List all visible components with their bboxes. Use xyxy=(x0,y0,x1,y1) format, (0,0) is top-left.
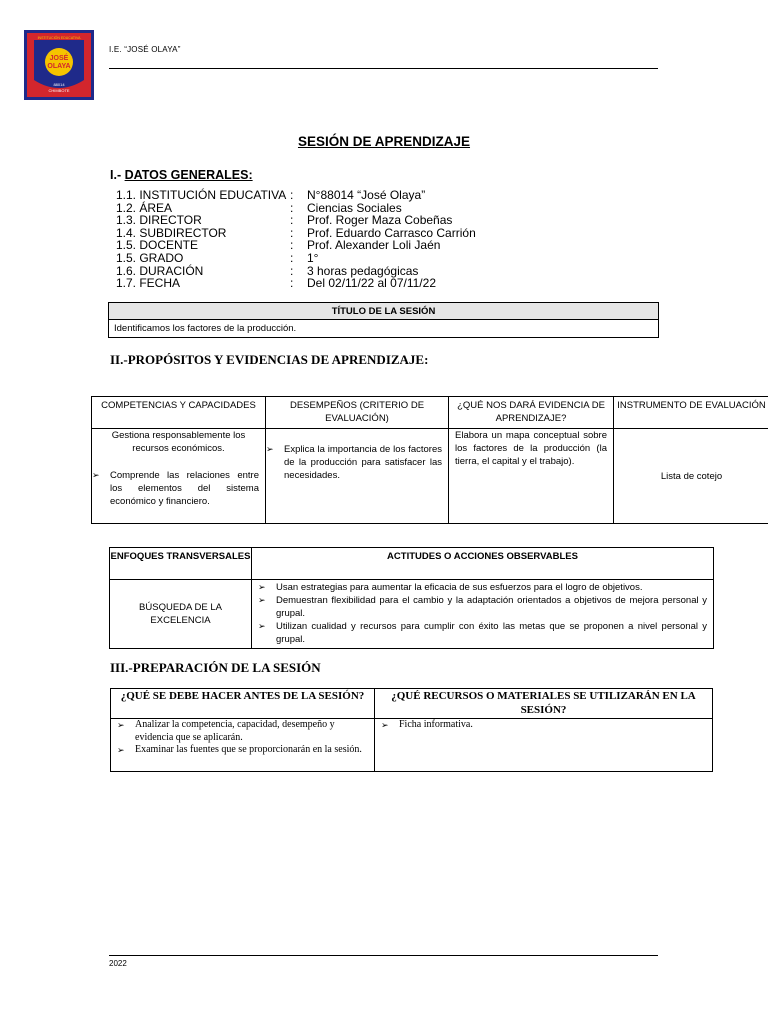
col-header-instrumento: INSTRUMENTO DE EVALUACIÓN xyxy=(614,397,768,429)
list-item: ➢ Analizar la competencia, capacidad, desempeño y evidencia que se aplicarán. xyxy=(117,719,335,743)
col-header-evidencia: ¿QUÉ NOS DARÁ EVIDENCIA DE APRENDIZAJE? xyxy=(449,397,614,429)
footer-year: 2022 xyxy=(109,959,127,968)
list-item: ➢ Ficha informativa. xyxy=(381,719,473,730)
svg-text:JOSÉ: JOSÉ xyxy=(49,55,69,62)
arrow-bullet-icon: ➢ xyxy=(258,582,266,592)
general-data-row: 1.5. GRADO : 1° xyxy=(116,250,319,265)
list-item: ➢ Utilizan cualidad y recursos para cumplir con éxito las metas que se proponen a nivel personal y grupal. xyxy=(258,621,707,645)
session-title-header: TÍTULO DE LA SESIÓN xyxy=(109,303,659,320)
approaches-table xyxy=(109,547,714,649)
general-data-row: 1.6. DURACIÓN : 3 horas pedagógicas xyxy=(116,263,419,278)
general-data-list xyxy=(116,189,476,290)
svg-text:INSTITUCIÓN EDUCATIVA: INSTITUCIÓN EDUCATIVA xyxy=(37,36,81,40)
svg-text:OLAYA: OLAYA xyxy=(47,63,71,70)
list-item: ➢ Usan estrategias para aumentar la eficacia de sus esfuerzos para el logro de objetivos. xyxy=(258,582,643,593)
session-title-table xyxy=(108,302,659,338)
list-item: ➢ Demuestran flexibilidad para el cambio y la adaptación orientados a objetivos de mejora personal y grupal. xyxy=(258,595,707,619)
section-3-heading: III.-PREPARACIÓN DE LA SESIÓN xyxy=(110,660,321,675)
session-title-value: Identificamos los factores de la producción. xyxy=(109,320,659,338)
list-item: ➢ Explica la importancia de los factores de la producción para satisfacer las necesidades. xyxy=(266,444,442,481)
arrow-bullet-icon: ➢ xyxy=(381,720,389,730)
header-school-name: I.E. “JOSÉ OLAYA” xyxy=(109,45,181,54)
col-header-competencias: COMPETENCIAS Y CAPACIDADES xyxy=(92,397,266,429)
general-data-row: 1.4. SUBDIRECTOR : Prof. Eduardo Carrasco Carrión xyxy=(116,225,476,240)
col-header-recursos: ¿QUÉ RECURSOS O MATERIALES SE UTILIZARÁN EN LA SESIÓN? xyxy=(375,689,713,719)
enfoque-cell: BÚSQUEDA DE LA EXCELENCIA xyxy=(110,580,252,649)
school-logo xyxy=(24,30,94,100)
arrow-bullet-icon: ➢ xyxy=(258,595,266,605)
general-data-row: 1.1. INSTITUCIÓN EDUCATIVA : N°88014 “José Olaya” xyxy=(116,188,426,202)
col-header-actitudes: ACTITUDES O ACCIONES OBSERVABLES xyxy=(252,548,714,580)
recursos-cell xyxy=(375,719,713,772)
col-header-enfoques: ENFOQUES TRANSVERSALES xyxy=(110,548,252,580)
arrow-bullet-icon: ➢ xyxy=(117,720,125,730)
arrow-bullet-icon: ➢ xyxy=(266,444,274,454)
section-1-heading: I.- DATOS GENERALES: xyxy=(110,168,253,182)
list-item: ➢ Comprende las relaciones entre los elementos del sistema económico y financiero. xyxy=(92,470,259,507)
purposes-table xyxy=(91,396,768,524)
preparation-table xyxy=(110,688,713,772)
document-title: SESIÓN DE APRENDIZAJE xyxy=(297,134,471,149)
arrow-bullet-icon: ➢ xyxy=(117,745,125,755)
evidencia-cell: Elabora un mapa conceptual sobre los factores de la producción (la tierra, el capital y el trabajo). xyxy=(449,429,614,524)
list-item: ➢ Examinar las fuentes que se proporcionarán en la sesión. xyxy=(117,744,362,755)
general-data-row: 1.5. DOCENTE : Prof. Alexander Loli Jaén xyxy=(116,238,441,253)
general-data-row: 1.7. FECHA : Del 02/11/22 al 07/11/22 xyxy=(116,276,436,291)
antes-cell xyxy=(111,719,375,772)
general-data-row: 1.3. DIRECTOR : Prof. Roger Maza Cobeñas xyxy=(116,213,453,228)
actitudes-cell xyxy=(252,580,714,649)
competencias-cell xyxy=(92,429,266,524)
col-header-antes: ¿QUÉ SE DEBE HACER ANTES DE LA SESIÓN? xyxy=(111,689,375,719)
footer-divider xyxy=(109,955,658,956)
col-header-desempenos: DESEMPEÑOS (CRITERIO DE EVALUACIÓN) xyxy=(266,397,449,429)
section-2-heading: II.-PROPÓSITOS Y EVIDENCIAS DE APRENDIZAJE: xyxy=(110,352,429,367)
desempenos-cell xyxy=(266,429,449,524)
instrumento-cell: Lista de cotejo xyxy=(614,429,768,524)
competencia-text: Gestiona responsablemente los recursos económicos. xyxy=(111,430,246,454)
arrow-bullet-icon: ➢ xyxy=(92,470,100,480)
arrow-bullet-icon: ➢ xyxy=(258,621,266,631)
header-divider xyxy=(109,68,658,69)
svg-text:CHIMBOTE: CHIMBOTE xyxy=(48,88,70,93)
svg-text:88014: 88014 xyxy=(53,82,65,87)
general-data-row: 1.2. ÁREA : Ciencias Sociales xyxy=(116,200,402,215)
